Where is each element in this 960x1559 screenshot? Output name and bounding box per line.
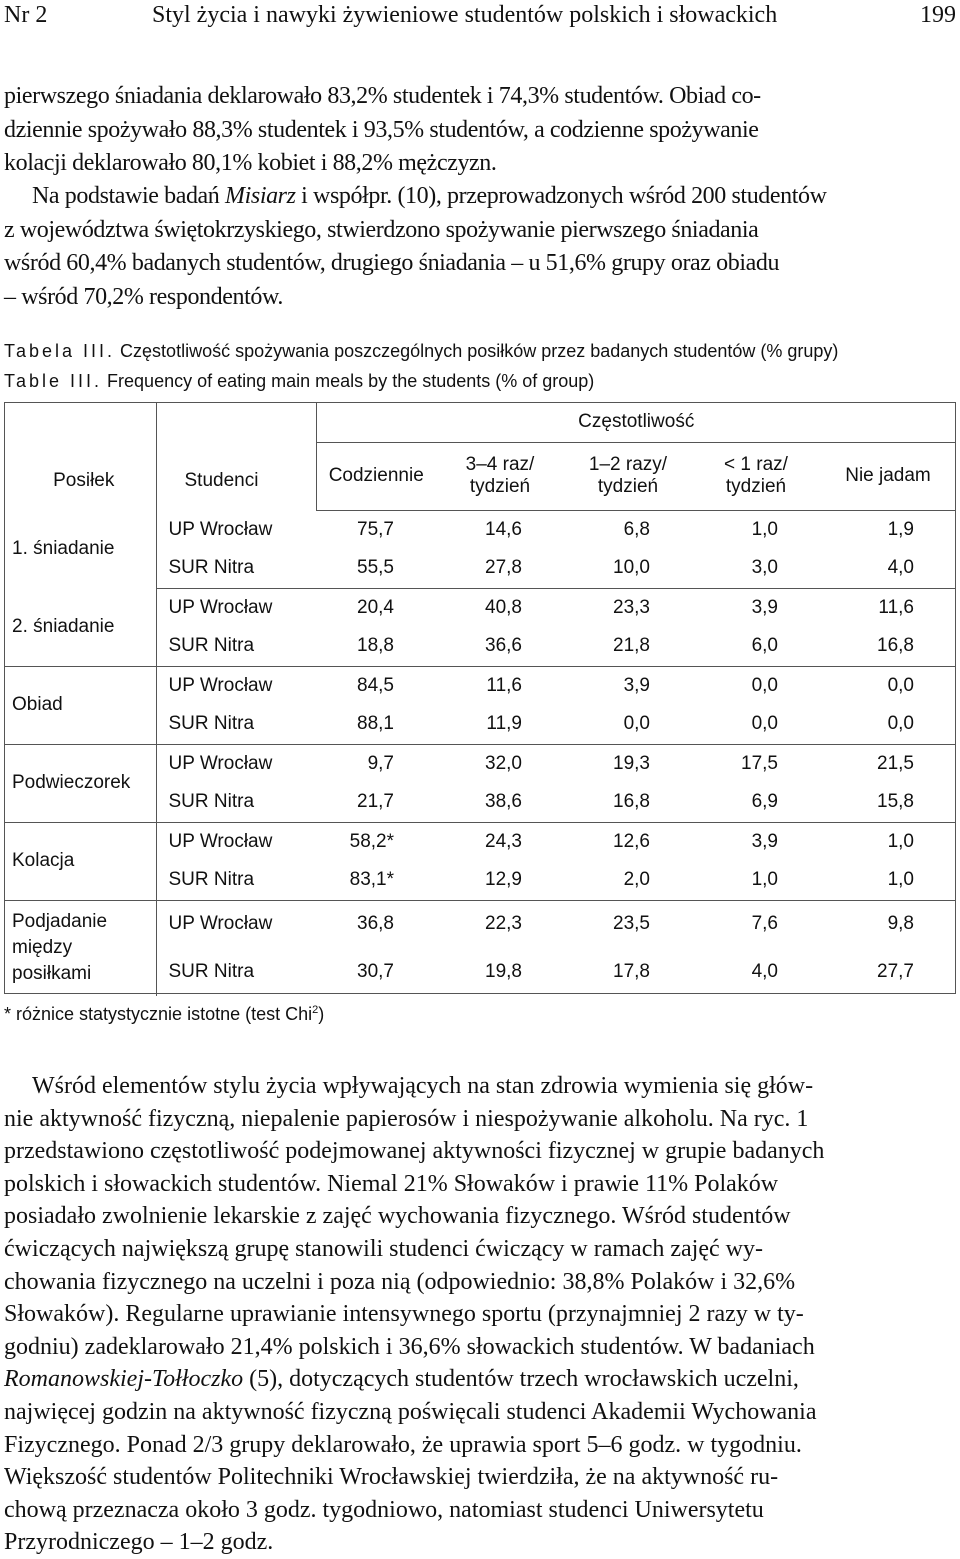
running-header — [0, 0, 960, 34]
value-cell: 23,5 — [613, 913, 650, 935]
header-text: < 1 raz/ — [724, 454, 788, 475]
text-line — [4, 1363, 956, 1396]
text-line: z województwa świętokrzyskiego, stwierdzono spożywanie pierwszego śniadania — [4, 216, 759, 243]
author-name: Romanowskiej-Tołłoczko — [4, 1366, 244, 1393]
footnote-text: ) — [318, 1004, 325, 1024]
students-cell: SUR Nitra — [156, 861, 316, 900]
students-cell: SUR Nitra — [156, 627, 316, 666]
value-cell: 36,8 — [357, 913, 394, 935]
students-cell: UP Wrocław — [168, 830, 273, 852]
value-cell: 17,5 — [741, 752, 778, 774]
table-row — [4, 744, 956, 783]
value-cell: 3,9 — [751, 596, 778, 618]
text-line: Większość studentów Politechniki Wrocławskiej twierdziła, że na aktywność ru- — [4, 1464, 779, 1491]
value-cell: 3,0 — [692, 549, 820, 588]
text-line: dziennie spożywało 88,3% studentek i 93,5% studentów, a codzienne spożywanie — [4, 116, 759, 143]
value-cell: 21,7 — [316, 783, 436, 822]
footnote-superscript: 2 — [312, 1004, 319, 1016]
running-title: Styl życia i nawyki żywieniowe studentów polskich i słowackich — [152, 2, 778, 28]
students-cell: UP Wrocław — [168, 596, 273, 618]
table-footnote — [4, 1004, 324, 1025]
value-cell: 55,5 — [316, 549, 436, 588]
value-cell: 12,6 — [613, 830, 650, 852]
value-cell: 1,0 — [692, 861, 820, 900]
value-cell: 20,4 — [357, 596, 394, 618]
table-row — [4, 510, 956, 549]
header-3-4-week — [436, 442, 564, 510]
meal-label — [4, 900, 156, 996]
value-cell: 88,1 — [316, 705, 436, 744]
meal-label: Podwieczorek — [4, 744, 156, 822]
text-line: godniu) zadeklarowało 21,4% polskich i 36,6% słowackich studentów. W badaniach — [4, 1333, 815, 1360]
value-cell: 0,0 — [887, 674, 914, 696]
value-cell: 30,7 — [357, 961, 394, 982]
students-cell: UP Wrocław — [168, 913, 273, 935]
value-cell: 6,8 — [623, 518, 650, 540]
students-cell: SUR Nitra — [156, 783, 316, 822]
text-line: kolacji deklarowało 80,1% kobiet i 88,2% mężczyzn. — [4, 150, 497, 176]
text-line — [4, 180, 956, 214]
value-cell: 22,3 — [485, 913, 522, 935]
header-students: Studenci — [184, 470, 259, 491]
value-cell: 38,6 — [436, 783, 564, 822]
value-cell: 36,6 — [436, 627, 564, 666]
value-cell: 0,0 — [820, 705, 956, 744]
value-cell: 11,6 — [878, 596, 914, 618]
text-line: – wśród 70,2% respondentów. — [4, 283, 283, 310]
value-cell: 27,8 — [436, 549, 564, 588]
header-text: 1–2 razy/ — [588, 454, 668, 475]
table-row — [4, 666, 956, 705]
text-line: chową przeznacza około 3 godz. tygodniowo, natomiast studenci Uniwersytetu — [4, 1496, 764, 1523]
meal-label: Obiad — [4, 666, 156, 744]
footnote-text: * różnice statystycznie istotne (test Chi — [4, 1004, 313, 1024]
value-cell: 19,8 — [485, 961, 522, 982]
value-cell: 17,8 — [613, 961, 650, 982]
value-cell: 32,0 — [485, 752, 522, 774]
table-row — [4, 900, 956, 948]
second-paragraph — [4, 180, 956, 314]
value-cell: 21,8 — [564, 627, 692, 666]
students-cell: SUR Nitra — [168, 961, 255, 982]
text-span: (5), dotyczących studentów trzech wrocławskich uczelni, — [243, 1366, 799, 1393]
value-cell: 24,3 — [485, 830, 522, 852]
text-span: Na podstawie badań — [32, 183, 226, 209]
value-cell: 58,2* — [349, 830, 394, 852]
meal-label-line: posiłkami — [12, 963, 92, 985]
table-caption-pl — [4, 336, 838, 367]
text-line: najwięcej godzin na aktywność fizyczną poświęcali studenci Akademii Wychowania — [4, 1398, 817, 1425]
value-cell: 83,1* — [316, 861, 436, 900]
caption-label: Table III. — [4, 371, 103, 391]
text-line: nie aktywność fizyczną, niepalenie papierosów i niespożywanie alkoholu. Na ryc. 1 — [4, 1105, 809, 1132]
value-cell: 6,9 — [692, 783, 820, 822]
value-cell: 11,9 — [436, 705, 564, 744]
table-caption-en — [4, 366, 594, 397]
text-line: pierwszego śniadania deklarowało 83,2% studentek i 74,3% studentów. Obiad co- — [4, 83, 761, 109]
caption-text: Frequency of eating main meals by the students (% of group) — [102, 371, 595, 391]
header-meal: Posiłek — [4, 402, 156, 510]
value-cell: 18,8 — [316, 627, 436, 666]
value-cell: 4,0 — [820, 549, 956, 588]
value-cell: 9,7 — [367, 752, 394, 774]
text-span: i współpr. (10), przeprowadzonych wśród 200 studentów — [295, 183, 827, 209]
students-cell: SUR Nitra — [156, 549, 316, 588]
value-cell: 9,8 — [887, 913, 914, 935]
meal-label: 2. śniadanie — [4, 588, 156, 666]
value-cell: 0,0 — [692, 705, 820, 744]
header-text: tydzień — [725, 476, 787, 497]
value-cell: 16,8 — [820, 627, 956, 666]
text-line: wśród 60,4% badanych studentów, drugiego śniadania – u 51,6% grupy oraz obiadu — [4, 250, 780, 276]
text-line: chowania fizycznego na uczelni i poza nią (odpowiednio: 38,8% Polaków i 32,6% — [4, 1268, 796, 1295]
header-never: Nie jadam — [820, 442, 956, 510]
text-line: posiadało zwolnienie lekarskie z zajęć wychowania fizycznego. Wśród studentów — [4, 1203, 791, 1230]
header-frequency: Częstotliwość — [316, 402, 956, 442]
value-cell: 11,6 — [486, 674, 522, 696]
value-cell: 7,6 — [751, 913, 778, 935]
text-line: polskich i słowackich studentów. Niemal 21% Słowaków i prawie 11% Polaków — [4, 1170, 779, 1197]
value-cell: 27,7 — [877, 961, 914, 982]
header-text: 3–4 raz/ — [465, 454, 535, 475]
value-cell: 1,9 — [887, 518, 914, 540]
meal-label-line: Podjadanie — [12, 911, 108, 933]
value-cell: 0,0 — [751, 674, 778, 696]
value-cell: 10,0 — [564, 549, 692, 588]
header-row — [4, 402, 956, 442]
meal-label: 1. śniadanie — [4, 510, 156, 588]
value-cell: 2,0 — [564, 861, 692, 900]
value-cell: 1,0 — [751, 518, 778, 540]
value-cell: 40,8 — [485, 596, 522, 618]
value-cell: 84,5 — [357, 674, 394, 696]
text-line: Przyrodniczego – 1–2 godz. — [4, 1529, 274, 1556]
caption-label: Tabela III. — [4, 341, 116, 361]
table-row — [4, 588, 956, 627]
text-line: Fizycznego. Ponad 2/3 grupy deklarowało, że uprawia sport 5–6 godz. w tygodniu. — [4, 1431, 802, 1458]
intro-paragraph — [4, 80, 956, 181]
value-cell: 15,8 — [820, 783, 956, 822]
value-cell: 4,0 — [751, 961, 778, 982]
text-line: Słowaków). Regularne uprawianie intensywnego sportu (przynajmniej 2 razy w ty- — [4, 1301, 804, 1328]
value-cell: 19,3 — [613, 752, 650, 774]
value-cell: 1,0 — [887, 830, 914, 852]
value-cell: 14,6 — [485, 518, 522, 540]
students-cell: UP Wrocław — [168, 752, 273, 774]
header-1-2-week — [564, 442, 692, 510]
value-cell: 6,0 — [692, 627, 820, 666]
header-text: tydzień — [597, 476, 659, 497]
students-cell: UP Wrocław — [168, 674, 273, 696]
text-line: przedstawiono częstotliwość podejmowanej aktywności fizycznej w grupie badanych — [4, 1138, 825, 1165]
header-text: tydzień — [469, 476, 531, 497]
value-cell: 12,9 — [436, 861, 564, 900]
students-cell: SUR Nitra — [156, 705, 316, 744]
table-row — [4, 822, 956, 861]
value-cell: 21,5 — [877, 752, 914, 774]
meal-frequency-table — [4, 402, 956, 996]
value-cell: 16,8 — [564, 783, 692, 822]
body-paragraph — [4, 1070, 956, 1559]
author-name: Misiarz — [225, 183, 296, 209]
page-number: 199 — [920, 2, 956, 28]
header-daily: Codziennie — [316, 442, 436, 510]
value-cell: 23,3 — [613, 596, 650, 618]
text-line: ćwiczących największą grupę stanowili studenci ćwiczący w ramach zajęć wy- — [4, 1235, 763, 1262]
text-line: Wśród elementów stylu życia wpływających na stan zdrowia wymienia się głów- — [32, 1073, 814, 1099]
caption-text: Częstotliwość spożywania poszczególnych posiłków przez badanych studentów (% grupy) — [115, 341, 839, 361]
students-cell: UP Wrocław — [168, 518, 273, 540]
meal-label-line: między — [12, 937, 73, 959]
meal-label: Kolacja — [4, 822, 156, 900]
value-cell: 1,0 — [820, 861, 956, 900]
header-less-1-week — [692, 442, 820, 510]
value-cell: 3,9 — [623, 674, 650, 696]
value-cell: 75,7 — [357, 518, 394, 540]
value-cell: 0,0 — [564, 705, 692, 744]
value-cell: 3,9 — [751, 830, 778, 852]
journal-issue-number: Nr 2 — [4, 2, 48, 28]
